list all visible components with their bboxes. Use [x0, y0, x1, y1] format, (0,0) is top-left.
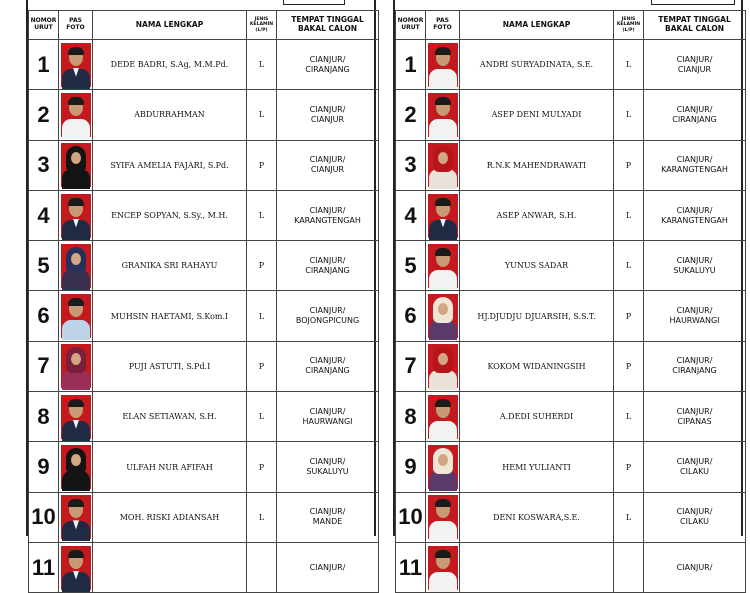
tempat-kabupaten: CIANJUR/ [309, 507, 346, 517]
nomor-urut: 5 [29, 241, 59, 291]
header-nama-lengkap: NAMA LENGKAP [460, 11, 614, 40]
nama-lengkap: MUHSIN HAETAMI, S.Kom.I [93, 291, 247, 341]
candidate-row [396, 241, 746, 291]
nama-lengkap: PUJI ASTUTI, S.Pd.I [93, 341, 247, 391]
tempat-kecamatan: CIRANJANG [305, 366, 350, 376]
nomor-urut: 8 [396, 392, 426, 442]
pas-foto-cell [59, 140, 93, 190]
nama-lengkap: SYIFA AMELIA FAJARI, S.Pd. [93, 140, 247, 190]
tempat-kabupaten: CIANJUR/ [676, 255, 713, 265]
nomor-urut: 4 [396, 190, 426, 240]
nomor-urut: 1 [29, 40, 59, 90]
tempat-kabupaten: CIANJUR/ [676, 104, 713, 114]
photo-body [62, 320, 90, 340]
tempat-kabupaten: CIANJUR/ [309, 205, 346, 215]
jenis-kelamin: L [247, 291, 277, 341]
candidate-row [29, 40, 379, 90]
tempat-kecamatan: BOJONGPICUNG [295, 316, 360, 326]
nomor-urut: 10 [396, 492, 426, 542]
jenis-kelamin: P [247, 442, 277, 492]
tempat-kabupaten: CIANJUR/ [676, 507, 713, 517]
candidate-row [29, 291, 379, 341]
tempat-tinggal [277, 291, 379, 341]
candidate-row [396, 140, 746, 190]
tempat-tinggal [644, 291, 746, 341]
pas-foto-cell [59, 442, 93, 492]
jenis-kelamin: L [247, 40, 277, 90]
tempat-kecamatan: MANDE [312, 517, 343, 527]
candidate-photo [428, 143, 458, 187]
nama-lengkap: ENCEP SOPYAN, S.Sy., M.H. [93, 190, 247, 240]
candidate-photo [61, 344, 91, 388]
jenis-kelamin: L [247, 90, 277, 140]
jenis-kelamin: L [614, 241, 644, 291]
pas-foto-cell [426, 542, 460, 592]
candidate-photo [61, 93, 91, 137]
candidate-photo [61, 294, 91, 338]
nama-lengkap: MOH. RISKI ADIANSAH [93, 492, 247, 542]
candidate-photo [428, 395, 458, 439]
nomor-urut: 7 [396, 341, 426, 391]
tempat-tinggal [644, 90, 746, 140]
photo-body [429, 521, 457, 541]
left-candidate-panel [26, 0, 376, 580]
tempat-kecamatan: CIANJUR [310, 114, 345, 124]
candidate-row [29, 90, 379, 140]
photo-body [62, 119, 90, 139]
tempat-kabupaten: CIANJUR/ [676, 155, 713, 165]
left-topbar-box [283, 0, 345, 5]
nomor-urut: 2 [396, 90, 426, 140]
jenis-kelamin: L [247, 492, 277, 542]
nama-lengkap: ASEP ANWAR, S.H. [460, 190, 614, 240]
pas-foto-cell [59, 291, 93, 341]
right-panel-topbar [395, 0, 741, 10]
pas-foto-cell [426, 341, 460, 391]
pas-foto-cell [426, 190, 460, 240]
tempat-kabupaten: CIANJUR/ [309, 104, 346, 114]
tempat-kecamatan: CIPANAS [677, 416, 712, 426]
pas-foto-cell [426, 442, 460, 492]
candidate-photo [428, 244, 458, 288]
tempat-kecamatan: CILAKU [680, 467, 709, 477]
candidate-row [29, 241, 379, 291]
pas-foto-cell [426, 241, 460, 291]
photo-body [62, 270, 90, 290]
nomor-urut: 3 [396, 140, 426, 190]
nama-lengkap [93, 542, 247, 592]
nama-lengkap: ABDURRAHMAN [93, 90, 247, 140]
tempat-kabupaten: CIANJUR/ [309, 562, 346, 572]
candidate-photo [61, 194, 91, 238]
nama-lengkap: ANDRI SURYADINATA, S.E. [460, 40, 614, 90]
tempat-kabupaten: CIANJUR/ [676, 356, 713, 366]
candidate-photo [428, 546, 458, 590]
photo-body [62, 169, 90, 189]
pas-foto-cell [59, 341, 93, 391]
tempat-kecamatan: KARANGTENGAH [661, 215, 728, 225]
header-jenis-kelamin: JENIS KELAMIN (L/P) [247, 11, 277, 40]
candidate-photo [428, 495, 458, 539]
pas-foto-cell [59, 190, 93, 240]
nomor-urut: 7 [29, 341, 59, 391]
jenis-kelamin: P [247, 140, 277, 190]
nomor-urut: 9 [29, 442, 59, 492]
tempat-tinggal [644, 542, 746, 592]
jenis-kelamin: P [614, 442, 644, 492]
candidate-photo [428, 344, 458, 388]
candidate-photo [61, 546, 91, 590]
tempat-tinggal [644, 442, 746, 492]
candidate-row [29, 190, 379, 240]
nama-lengkap: DENI KOSWARA,S.E. [460, 492, 614, 542]
tempat-kecamatan: HAURWANGI [302, 416, 353, 426]
candidate-row [396, 341, 746, 391]
header-nomor-urut: NOMOR URUT [396, 11, 426, 40]
tempat-tinggal [277, 542, 379, 592]
tempat-kecamatan: CIRANJANG [672, 114, 717, 124]
pas-foto-cell [426, 492, 460, 542]
jenis-kelamin: L [614, 392, 644, 442]
jenis-kelamin: P [614, 341, 644, 391]
tempat-kabupaten: CIANJUR/ [676, 54, 713, 64]
jenis-kelamin [247, 542, 277, 592]
header-pas-foto: PAS FOTO [59, 11, 93, 40]
nomor-urut: 2 [29, 90, 59, 140]
nama-lengkap: YUNUS SADAR [460, 241, 614, 291]
right-topbar-box [651, 0, 735, 5]
tempat-tinggal [277, 40, 379, 90]
tempat-kecamatan: KARANGTENGAH [661, 165, 728, 175]
nama-lengkap: ULFAH NUR AFIFAH [93, 442, 247, 492]
photo-body [429, 320, 457, 340]
photo-body [62, 370, 90, 390]
tempat-kabupaten: CIANJUR/ [309, 255, 346, 265]
nama-lengkap: A.DEDI SUHERDI [460, 392, 614, 442]
photo-body [62, 471, 90, 491]
tempat-kabupaten: CIANJUR/ [676, 205, 713, 215]
header-tempat-tinggal: TEMPAT TINGGAL BAKAL CALON [644, 11, 746, 40]
tempat-kecamatan: CIRANJANG [305, 265, 350, 275]
photo-body [429, 370, 457, 390]
pas-foto-cell [426, 40, 460, 90]
tempat-kabupaten: CIANJUR/ [309, 54, 346, 64]
tempat-tinggal [277, 492, 379, 542]
pas-foto-cell [59, 492, 93, 542]
nama-lengkap: ELAN SETIAWAN, S.H. [93, 392, 247, 442]
nama-lengkap: R.N.K MAHENDRAWATI [460, 140, 614, 190]
tempat-tinggal [644, 140, 746, 190]
photo-body [429, 471, 457, 491]
tempat-kecamatan: KARANGTENGAH [294, 215, 361, 225]
pas-foto-cell [426, 291, 460, 341]
header-nama-lengkap: NAMA LENGKAP [93, 11, 247, 40]
candidate-photo [61, 445, 91, 489]
jenis-kelamin: L [614, 90, 644, 140]
tempat-kabupaten: CIANJUR/ [676, 306, 713, 316]
photo-body [429, 119, 457, 139]
tempat-kecamatan: CIANJUR [677, 64, 712, 74]
candidate-row [396, 40, 746, 90]
candidate-row [396, 492, 746, 542]
candidate-row [396, 190, 746, 240]
tempat-tinggal [644, 341, 746, 391]
photo-body [429, 270, 457, 290]
nama-lengkap: GRANIKA SRI RAHAYU [93, 241, 247, 291]
tempat-kabupaten: CIANJUR/ [676, 562, 713, 572]
jenis-kelamin: L [247, 190, 277, 240]
nomor-urut: 10 [29, 492, 59, 542]
jenis-kelamin: L [247, 392, 277, 442]
candidate-photo [428, 194, 458, 238]
header-tempat-tinggal: TEMPAT TINGGAL BAKAL CALON [277, 11, 379, 40]
header-jenis-kelamin: JENIS KELAMIN (L/P) [614, 11, 644, 40]
nama-lengkap: ASEP DENI MULYADI [460, 90, 614, 140]
jenis-kelamin: L [614, 40, 644, 90]
tempat-kecamatan: SUKALUYU [306, 467, 349, 477]
candidate-photo [428, 294, 458, 338]
tempat-tinggal [277, 140, 379, 190]
candidate-photo [61, 395, 91, 439]
nomor-urut: 6 [396, 291, 426, 341]
pas-foto-cell [426, 140, 460, 190]
left-candidate-table [28, 10, 379, 593]
tempat-kecamatan: SUKALUYU [673, 265, 716, 275]
jenis-kelamin: L [614, 190, 644, 240]
tempat-kabupaten: CIANJUR/ [309, 457, 346, 467]
nomor-urut: 11 [29, 542, 59, 592]
jenis-kelamin: P [614, 140, 644, 190]
left-table-body [29, 40, 379, 593]
nomor-urut: 5 [396, 241, 426, 291]
candidate-photo [428, 93, 458, 137]
tempat-kecamatan: HAURWANGI [669, 316, 720, 326]
candidate-row [396, 291, 746, 341]
pas-foto-cell [426, 392, 460, 442]
right-candidate-table [395, 10, 746, 593]
candidate-row [29, 392, 379, 442]
right-header-row [396, 11, 746, 40]
tempat-kabupaten: CIANJUR/ [309, 155, 346, 165]
photo-body [429, 169, 457, 189]
tempat-tinggal [277, 241, 379, 291]
jenis-kelamin: P [247, 241, 277, 291]
jenis-kelamin: L [614, 492, 644, 542]
candidate-row [396, 392, 746, 442]
candidate-row [396, 542, 746, 592]
candidate-row [29, 140, 379, 190]
nomor-urut: 9 [396, 442, 426, 492]
tempat-tinggal [644, 190, 746, 240]
tempat-tinggal [277, 392, 379, 442]
photo-body [429, 69, 457, 89]
tempat-kabupaten: CIANJUR/ [309, 356, 346, 366]
jenis-kelamin: P [614, 291, 644, 341]
tempat-tinggal [277, 90, 379, 140]
left-panel-topbar [28, 0, 374, 10]
nama-lengkap [460, 542, 614, 592]
nomor-urut: 3 [29, 140, 59, 190]
candidate-row [29, 442, 379, 492]
tempat-tinggal [644, 40, 746, 90]
nomor-urut: 11 [396, 542, 426, 592]
pas-foto-cell [59, 40, 93, 90]
tempat-kecamatan: CIRANJANG [305, 64, 350, 74]
nama-lengkap: DEDE BADRI, S.Ag, M.M.Pd. [93, 40, 247, 90]
candidate-photo [61, 244, 91, 288]
tempat-kabupaten: CIANJUR/ [309, 306, 346, 316]
tempat-kabupaten: CIANJUR/ [676, 457, 713, 467]
tempat-kecamatan: CIRANJANG [672, 366, 717, 376]
candidate-photo [428, 43, 458, 87]
tempat-kecamatan: CILAKU [680, 517, 709, 527]
nama-lengkap: KOKOM WIDANINGSIH [460, 341, 614, 391]
tempat-kabupaten: CIANJUR/ [676, 406, 713, 416]
nomor-urut: 8 [29, 392, 59, 442]
nomor-urut: 4 [29, 190, 59, 240]
pas-foto-cell [59, 392, 93, 442]
nomor-urut: 6 [29, 291, 59, 341]
jenis-kelamin [614, 542, 644, 592]
photo-body [429, 572, 457, 592]
candidate-row [396, 442, 746, 492]
tempat-tinggal [644, 492, 746, 542]
tempat-tinggal [277, 341, 379, 391]
candidate-row [29, 341, 379, 391]
nama-lengkap: HJ.DJUDJU DJUARSIH, S.S.T. [460, 291, 614, 341]
tempat-tinggal [277, 442, 379, 492]
candidate-photo [428, 445, 458, 489]
tempat-kecamatan: CIANJUR [310, 165, 345, 175]
photo-body [429, 421, 457, 441]
candidate-photo [61, 495, 91, 539]
pas-foto-cell [59, 241, 93, 291]
tempat-tinggal [644, 241, 746, 291]
pas-foto-cell [59, 90, 93, 140]
pas-foto-cell [59, 542, 93, 592]
candidate-row [29, 492, 379, 542]
tempat-tinggal [277, 190, 379, 240]
right-candidate-panel [393, 0, 743, 580]
candidate-photo [61, 143, 91, 187]
header-nomor-urut: NOMOR URUT [29, 11, 59, 40]
candidate-row [396, 90, 746, 140]
tempat-kabupaten: CIANJUR/ [309, 406, 346, 416]
candidate-photo [61, 43, 91, 87]
candidate-row [29, 542, 379, 592]
pas-foto-cell [426, 90, 460, 140]
left-header-row [29, 11, 379, 40]
tempat-tinggal [644, 392, 746, 442]
header-pas-foto: PAS FOTO [426, 11, 460, 40]
nama-lengkap: HEMI YULIANTI [460, 442, 614, 492]
right-table-body [396, 40, 746, 593]
nomor-urut: 1 [396, 40, 426, 90]
jenis-kelamin: P [247, 341, 277, 391]
